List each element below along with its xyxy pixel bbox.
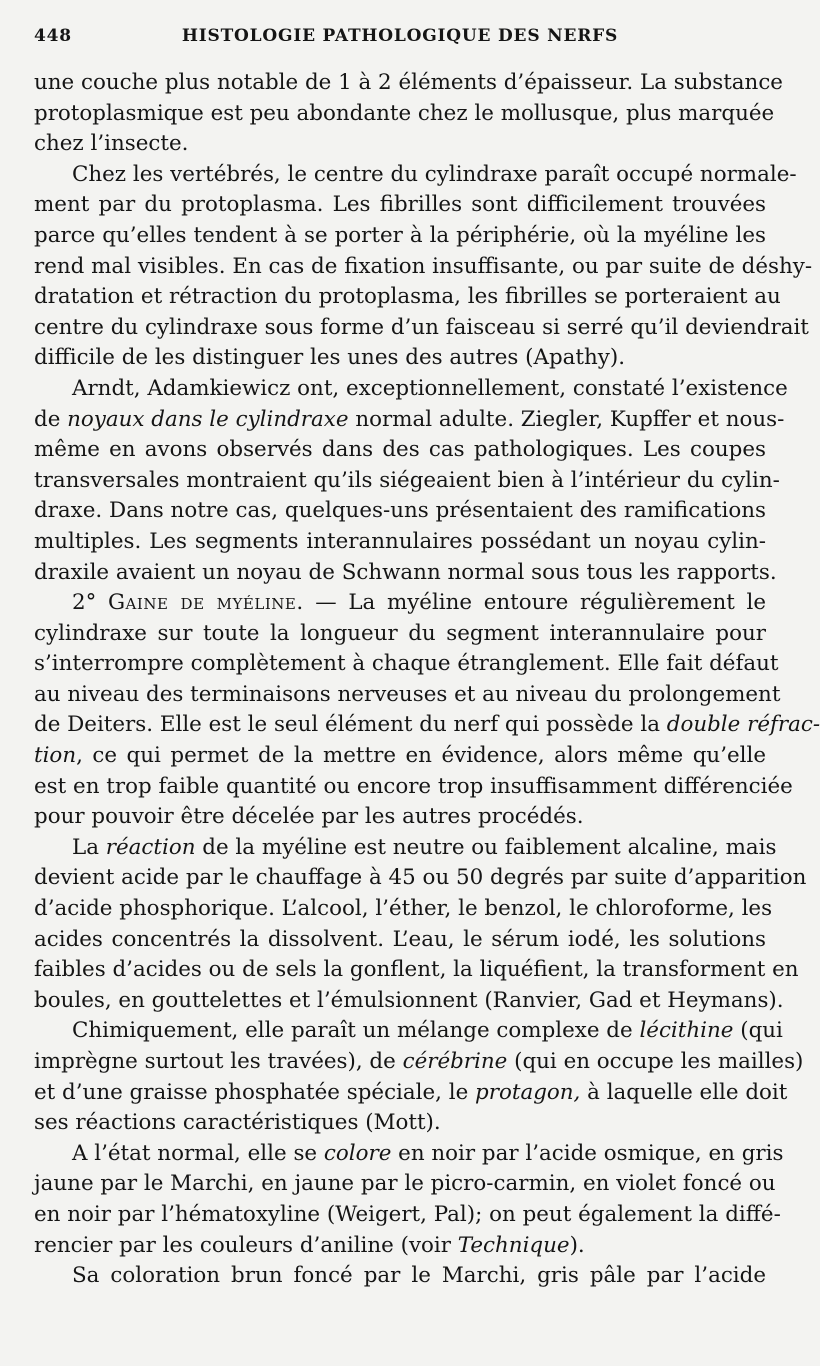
text-line: difficile de les distinguer les unes des autres (Apathy). bbox=[34, 345, 626, 371]
text-run: Chimiquement, elle paraît un mélange complexe de bbox=[72, 1018, 640, 1044]
text-run: de bbox=[34, 406, 68, 432]
running-head: HISTOLOGIE PATHOLOGIQUE DES NERFS bbox=[181, 26, 619, 46]
text-line bbox=[34, 741, 766, 772]
text-run: de Deiters. Elle est le seul élément du nerf qui possède la bbox=[34, 712, 667, 738]
text-line: transversales montraient qu’ils siégeaient bien à l’intérieur du cylin- bbox=[34, 467, 780, 493]
italic-run: tion bbox=[34, 743, 77, 769]
text-line bbox=[34, 1078, 788, 1109]
text-line bbox=[34, 833, 777, 864]
italic-run: protagon, bbox=[475, 1079, 581, 1105]
text-line bbox=[34, 1047, 804, 1078]
italic-run: lécithine bbox=[639, 1018, 734, 1044]
text-line: même en avons observés dans des cas pathologiques. Les coupes bbox=[34, 437, 766, 463]
text-line: Sa coloration brun foncé par le Marchi, gris pâle par l’acide bbox=[72, 1263, 766, 1289]
text-line: parce qu’elles tendent à se porter à la périphérie, où la myéline les bbox=[34, 222, 766, 248]
text-run: — La myéline entoure régulièrement le bbox=[303, 590, 766, 616]
italic-run: double réfrac- bbox=[666, 712, 820, 738]
text-line: protoplasmique est peu abondante chez le mollusque, plus marquée bbox=[34, 100, 775, 126]
text-run: A l’état normal, elle se bbox=[72, 1140, 324, 1166]
italic-run: colore bbox=[323, 1140, 392, 1166]
text-line: ses réactions caractéristiques (Mott). bbox=[34, 1110, 441, 1136]
section-heading: Gaine de myéline. bbox=[107, 590, 304, 616]
text-line: cylindraxe sur toute la longueur du segment interannulaire pour bbox=[34, 620, 766, 646]
text-run: (qui en occupe les mailles) bbox=[507, 1049, 804, 1074]
text-line bbox=[34, 1231, 766, 1262]
page-number: 448 bbox=[34, 26, 72, 46]
italic-run: noyaux dans le cylindraxe bbox=[67, 406, 349, 432]
text-run: de la myéline est neutre ou faiblement alcaline, mais bbox=[195, 834, 777, 860]
text-run: rencier par les couleurs d’aniline (voir bbox=[34, 1232, 458, 1258]
text-line: dratation et rétraction du protoplasma, les fibrilles se porteraient au bbox=[34, 284, 781, 310]
text-line: jaune par le Marchi, en jaune par le picro-carmin, en violet foncé ou bbox=[34, 1171, 776, 1197]
text-line: est en trop faible quantité ou encore trop insuffisamment différenciée bbox=[34, 773, 793, 799]
text-line: draxile avaient un noyau de Schwann normal sous tous les rapports. bbox=[34, 559, 777, 585]
text-line: au niveau des terminaisons nerveuses et au niveau du prolongement bbox=[34, 681, 781, 707]
text-run: normal adulte. Ziegler, Kupffer et nous- bbox=[348, 406, 785, 432]
text-run: imprègne surtout les travées), de bbox=[34, 1049, 403, 1074]
italic-run: cérébrine bbox=[402, 1049, 508, 1074]
text-line: boules, en gouttelettes et l’émulsionnent (Ranvier, Gad et Heymans). bbox=[34, 987, 784, 1013]
text-line: acides concentrés la dissolvent. L’eau, le sérum iodé, les solutions bbox=[34, 926, 766, 952]
text-line: multiples. Les segments interannulaires possédant un noyau cylin- bbox=[34, 528, 766, 554]
text-line: rend mal visibles. En cas de fixation insuffisante, ou par suite de déshy- bbox=[34, 253, 813, 279]
text-run: ). bbox=[569, 1232, 585, 1258]
text-line: draxe. Dans notre cas, quelques-uns présentaient des ramifications bbox=[34, 498, 766, 524]
text-line: Arndt, Adamkiewicz ont, exceptionnellement, constaté l’existence bbox=[72, 375, 788, 401]
text-line: faibles d’acides ou de sels la gonflent, la liquéfient, la transforment en bbox=[34, 957, 799, 983]
italic-run: Technique bbox=[457, 1232, 570, 1258]
text-line: ment par du protoplasma. Les fibrilles sont difficilement trouvées bbox=[34, 192, 766, 218]
page-header bbox=[34, 26, 766, 56]
text-line bbox=[34, 405, 785, 436]
text-line: chez l’insecte. bbox=[34, 131, 189, 157]
text-run: (qui bbox=[733, 1018, 783, 1044]
text-line: une couche plus notable de 1 à 2 éléments d’épaisseur. La substance bbox=[34, 70, 783, 95]
text-line: pour pouvoir être décelée par les autres procédés. bbox=[34, 804, 584, 830]
text-line bbox=[34, 1139, 784, 1170]
text-line: devient acide par le chauffage à 45 ou 50 degrés par suite d’apparition bbox=[34, 865, 807, 891]
text-line bbox=[34, 1016, 783, 1047]
text-run: 2° bbox=[72, 590, 108, 616]
text-line bbox=[34, 710, 820, 741]
text-run: à laquelle elle doit bbox=[580, 1079, 788, 1105]
body-text bbox=[34, 68, 820, 1292]
text-line: centre du cylindraxe sous forme d’un faisceau si serré qu’il deviendrait bbox=[34, 314, 809, 340]
text-line: Chez les vertébrés, le centre du cylindraxe paraît occupé normale- bbox=[72, 161, 797, 187]
text-run: , ce qui permet de la mettre en évidence, alors même qu’elle bbox=[76, 743, 766, 769]
text-line: en noir par l’hématoxyline (Weigert, Pal); on peut également la diffé- bbox=[34, 1201, 781, 1227]
text-run: et d’une graisse phosphatée spéciale, le bbox=[34, 1079, 476, 1105]
italic-run: réaction bbox=[105, 834, 196, 860]
text-line bbox=[34, 588, 766, 619]
text-line: s’interrompre complètement à chaque étranglement. Elle fait défaut bbox=[34, 651, 779, 677]
text-run: en noir par l’acide osmique, en gris bbox=[391, 1140, 784, 1166]
text-run: La bbox=[72, 834, 106, 860]
text-line: d’acide phosphorique. L’alcool, l’éther, le benzol, le chloroforme, les bbox=[34, 896, 773, 922]
